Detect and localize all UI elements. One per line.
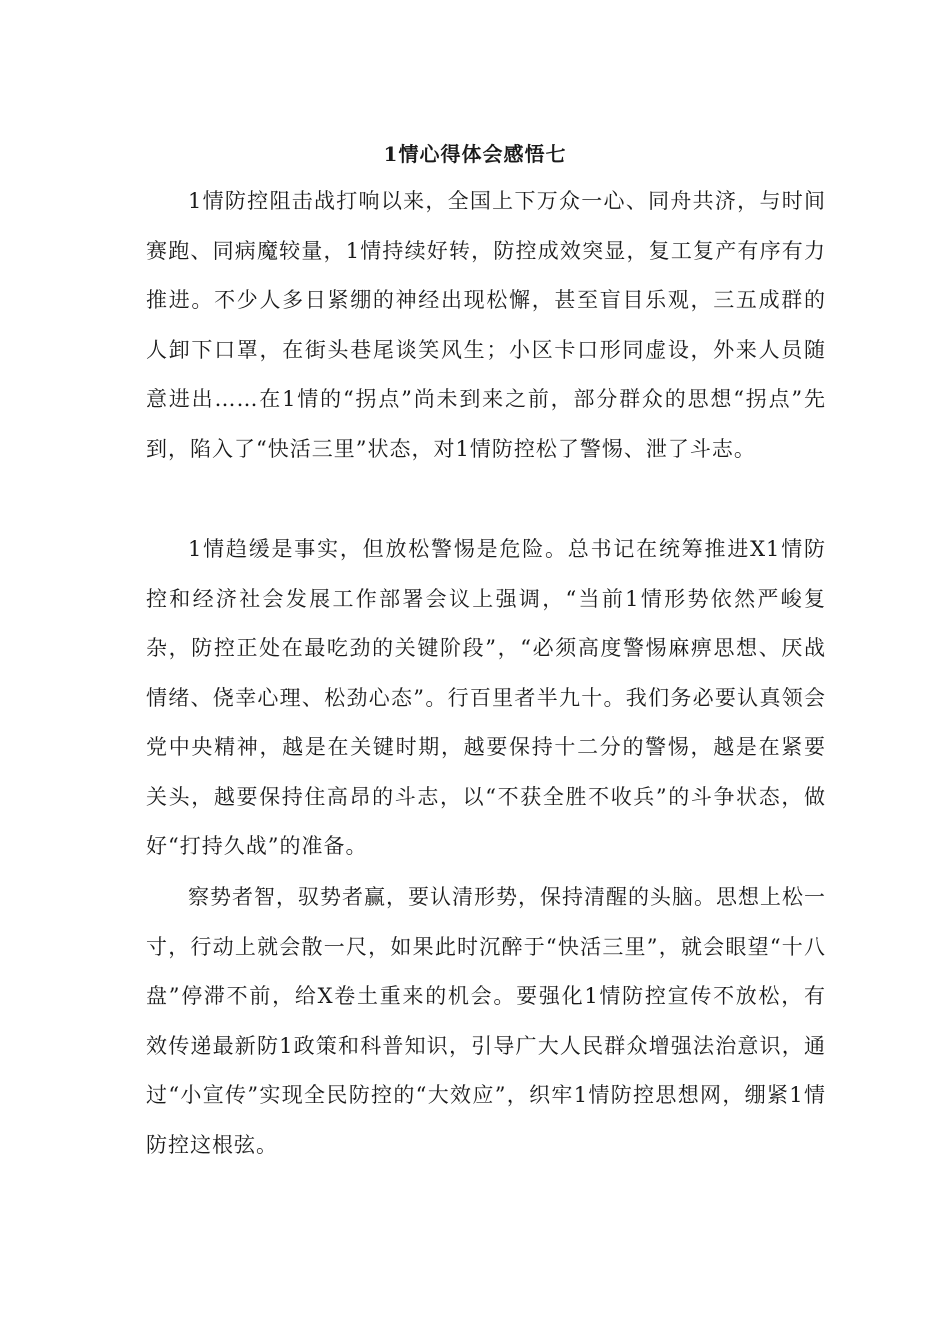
paragraph-1: 1情防控阻击战打响以来，全国上下万众一心、同舟共济，与时间赛跑、同病魔较量，1情持续好转，防控成效突显，复工复产有序有力推进。不少人多日紧绷的神经出现松懈，甚至盲目乐观，三五成群的人卸下口罩，在街头巷尾谈笑风生；小区卡口形同虚设，外来人员随意进出……在1情的“拐点”尚未到来之前，部分群众的思想“拐点”先到，陷入了“快活三里”状态，对1情防控松了警惕、泄了斗志。 <box>146 189 826 461</box>
document-title: 1情心得体会感悟七 <box>383 142 567 166</box>
paragraph-2: 1情趋缓是事实，但放松警惕是危险。总书记在统筹推进X1情防控和经济社会发展工作部署会议上强调，“当前1情形势依然严峻复杂，防控正处在最吃劲的关键阶段”，“必须高度警惕麻痹思想、厌战情绪、侥幸心理、松劲心态”。行百里者半九十。我们务必要认真领会党中央精神，越是在关键时期，越要保持十二分的警惕，越是在紧要关头，越要保持住高昂的斗志，以“不获全胜不收兵”的斗争状态，做好“打持久战”的准备。 <box>146 537 826 858</box>
paragraph-3: 察势者智，驭势者赢，要认清形势，保持清醒的头脑。思想上松一寸，行动上就会散一尺，如果此时沉醉于“快活三里”，就会眼望“十八盘”停滞不前，给X卷土重来的机会。要强化1情防控宣传不放松，有效传递最新防1政策和科普知识，引导广大人民群众增强法治意识，通过“小宣传”实现全民防控的“大效应”，织牢1情防控思想网，绷紧1情防控这根弦。 <box>146 885 826 1157</box>
